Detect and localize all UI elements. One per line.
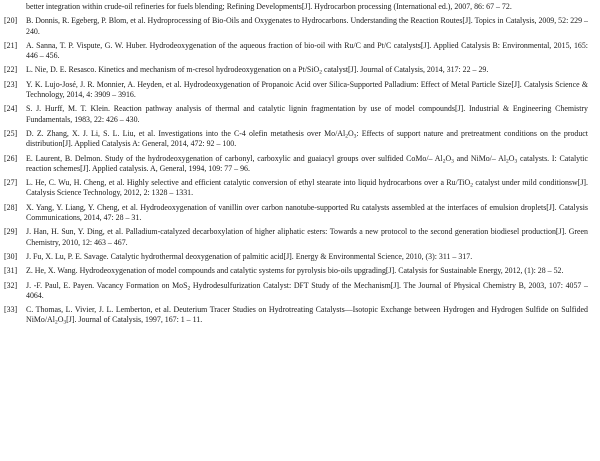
reference-number: [23] bbox=[4, 79, 18, 89]
reference-29 bbox=[0, 227, 600, 248]
reference-number: [30] bbox=[4, 251, 18, 261]
reference-text bbox=[26, 178, 598, 199]
reference-25 bbox=[0, 129, 600, 150]
reference-20 bbox=[0, 16, 600, 37]
reference-text-part: O bbox=[57, 315, 64, 325]
reference-28 bbox=[0, 203, 600, 224]
reference-31 bbox=[0, 266, 600, 276]
subscript: 2 bbox=[470, 182, 474, 189]
reference-text: X. Yang, Y. Liang, Y. Cheng, et al. Hydrodeoxygenation of vanillin over carbon nanotube-supported Ru catalysts assembled at the interfaces of emulsion droplets[J]. Catalysis Communications, 2014, 47: 28 – 31. bbox=[26, 202, 588, 223]
reference-text-part: E. Laurent, B. Delmon. Study of the hydrodeoxygenation of carbonyl, carboxylic and guaiacyl groups over sulfided CoMo/– Al bbox=[26, 153, 443, 163]
reference-text bbox=[26, 305, 598, 326]
reference-number: [21] bbox=[4, 40, 18, 50]
reference-32 bbox=[0, 281, 600, 302]
reference-number: [26] bbox=[4, 153, 18, 163]
reference-number: [29] bbox=[4, 227, 18, 237]
reference-text-part: D. Z. Zhang, X. J. Li, S. L. Liu, et al. Investigations into the C-4 olefin metathesis over Mo/Al bbox=[26, 128, 346, 138]
reference-text-part: C. Thomas, L. Vivier, J. L. Lemberton, et al. Deuterium Tracer Studies on Hydrotreating Catalysts—Isotopic Exchange between Hydrogen and Hydrogen Sulfide on Sulfided NiMo/Al bbox=[26, 305, 588, 325]
reference-text bbox=[26, 65, 598, 75]
subscript: 3 bbox=[514, 158, 518, 165]
reference-22 bbox=[0, 65, 600, 75]
reference-number: [28] bbox=[4, 202, 18, 212]
reference-26 bbox=[0, 154, 600, 175]
subscript: 3 bbox=[451, 158, 454, 165]
subscript: 2 bbox=[54, 319, 58, 326]
reference-text-part: O bbox=[508, 153, 515, 163]
reference-text bbox=[26, 154, 598, 175]
reference-text-part: catalyst under mild conditionsw[J]. Catalysis Science Technology, 2012, 2: 1328 – 1331. bbox=[26, 178, 589, 198]
reference-text: J. Fu, X. Lu, P. E. Savage. Catalytic hydrothermal deoxygenation of palmitic acid[J]. Energy & Environmental Science, 2010, (3): 311 – 317. bbox=[26, 251, 473, 261]
reference-text-part: L. He, C. Wu, H. Cheng, et al. Highly selective and efficient catalytic conversion of ethyl stearate into liquid hydrocarbons over a Ru/TiO bbox=[26, 178, 471, 188]
subscript: 2 bbox=[345, 133, 348, 140]
reference-text-part: [J]. Journal of Catalysis, 1997, 167: 1 – 11. bbox=[66, 315, 203, 325]
reference-number: [27] bbox=[4, 178, 18, 188]
reference-number: [32] bbox=[4, 280, 18, 290]
reference-30 bbox=[0, 252, 600, 262]
reference-33 bbox=[0, 305, 600, 326]
subscript: 3 bbox=[353, 133, 357, 140]
reference-continuation bbox=[0, 2, 600, 12]
subscript: 2 bbox=[187, 285, 191, 292]
reference-number: [20] bbox=[4, 16, 18, 26]
reference-text-part: L. Nie, D. E. Resasco. Kinetics and mechanism of m-cresol hydrodeoxygenation on a Pt/SiO bbox=[26, 65, 320, 75]
reference-text-part: : Effects of support nature and pretreatment conditions on the product distribution[J]. Applied Catalysis A: General, 2014, 472: 92 – 100. bbox=[26, 128, 589, 149]
reference-text-part: catalyst[J]. Journal of Catalysis, 2014, 317: 22 – 29. bbox=[321, 65, 489, 75]
reference-number: [25] bbox=[4, 128, 18, 138]
subscript: 2 bbox=[506, 158, 509, 165]
reference-number: [24] bbox=[4, 104, 18, 114]
reference-text bbox=[26, 129, 598, 150]
reference-text: A. Sanna, T. P. Vispute, G. W. Huber. Hydrodeoxygenation of the aqueous fraction of bio-oil with Ru/C and Pt/C catalysts[J]. Applied Catalysis B: Environmental, 2015, 165: 446 – 456. bbox=[26, 40, 588, 61]
reference-text: J. Han, H. Sun, Y. Ding, et al. Palladium-catalyzed decarboxylation of higher aliphatic esters: Towards a new protocol to the second generation biodiesel production[J]. Green Chemistry, 2010, 12: 463 – 467. bbox=[26, 227, 588, 247]
subscript: 2 bbox=[319, 69, 322, 76]
reference-number: [31] bbox=[4, 266, 18, 276]
reference-text-part: J. -F. Paul, E. Payen. Vacancy Formation on MoS bbox=[26, 280, 188, 290]
reference-text-part: Hydrodesulfurization Catalyst: DFT Study of the Mechanism[J]. The Journal of Physical Chemistry B, 2003, 107: 4057 – 4064. bbox=[26, 280, 588, 300]
reference-24 bbox=[0, 104, 600, 125]
reference-text-part: O bbox=[445, 153, 452, 163]
reference-text: Y. K. Lujo-José, J. R. Monnier, A. Heyden, et al. Hydrodeoxygenation of Propanoic Acid over Silica-Supported Palladium: Effect of Metal Particle Size[J]. Catalysis Science & Technology, 2014, 4: 3909 – 3916. bbox=[26, 79, 588, 100]
reference-number: [33] bbox=[4, 305, 18, 315]
reference-text bbox=[26, 281, 598, 302]
reference-number: [22] bbox=[4, 65, 18, 75]
reference-21 bbox=[0, 41, 600, 62]
reference-text-part: and NiMo/– Al bbox=[453, 153, 507, 163]
reference-text-part: O bbox=[347, 128, 354, 138]
reference-text: Z. He, X. Wang. Hydrodeoxygenation of model compounds and catalytic systems for pyrolysis bio-oils upgrading[J]. Catalysis for Sustainable Energy, 2012, (1): 28 – 52. bbox=[26, 266, 564, 276]
reference-23 bbox=[0, 80, 600, 101]
reference-text: S. J. Hurff, M. T. Klein. Reaction pathway analysis of thermal and catalytic lignin fragmentation by use of model compounds[J]. Industrial & Engineering Chemistry Fundamentals, 1983, 22: 426 – 430. bbox=[26, 104, 588, 124]
reference-text: B. Donnis, R. Egeberg, P. Blom, et al. Hydroprocessing of Bio-Oils and Oxygenates to Hydrocarbons. Understanding the Reaction Routes[J]. Topics in Catalysis, 2009, 52: 229 – 240. bbox=[26, 16, 588, 36]
reference-27 bbox=[0, 178, 600, 199]
subscript: 3 bbox=[63, 319, 67, 326]
subscript: 2 bbox=[442, 158, 446, 165]
reference-text-part: catalysts. I: Catalytic reaction schemes[J]. Applied catalysis. A, General, 1994, 109: 77 – 96. bbox=[26, 153, 588, 173]
reference-text: better integration within crude-oil refineries for fuels blending; Refining Developments[J]. Hydrocarbon processing (International ed.), 2007, 86: 67 – 72. bbox=[26, 2, 512, 11]
